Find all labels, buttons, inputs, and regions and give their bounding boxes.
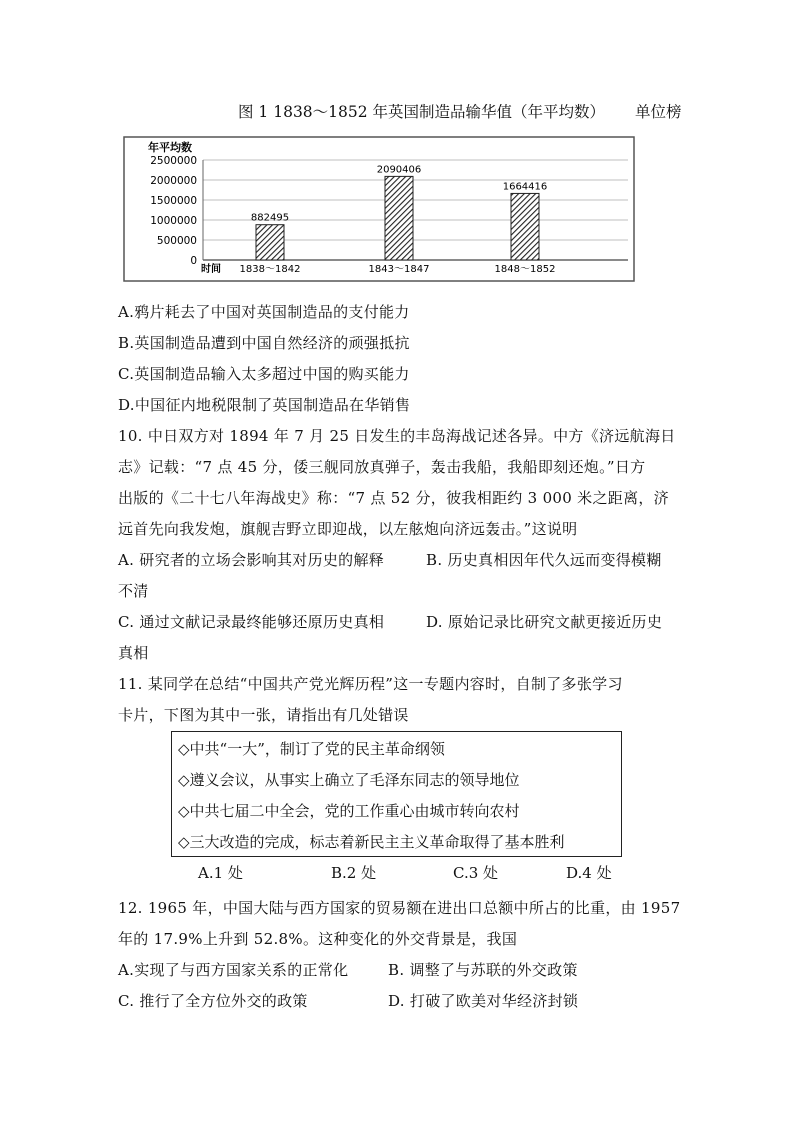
x-tick-label: 1838～1842 — [239, 264, 301, 275]
card-item-1: ◇中共“一大”，制订了党的民主革命纲领 — [178, 740, 445, 758]
bar — [511, 193, 539, 260]
q12-option-b: B. 调整了与苏联的外交政策 — [388, 961, 578, 979]
bar-value-label: 1664416 — [502, 181, 548, 193]
x-tick-label: 1843～1847 — [368, 264, 430, 275]
q9-option-c: C.英国制造品输入太多超过中国的购买能力 — [118, 365, 410, 383]
bar — [256, 225, 284, 260]
q11-stem-line-1: 11. 某同学在总结“中国共产党光辉历程”这一专题内容时，自制了多张学习 — [118, 675, 623, 693]
x-axis-label: 时间 — [201, 264, 221, 275]
figure-title: 图 1 1838～1852 年英国制造品输华值（年平均数） — [238, 103, 606, 121]
q12-option-a: A.实现了与西方国家关系的正常化 — [118, 961, 349, 979]
q9-option-a: A.鸦片耗去了中国对英国制造品的支付能力 — [118, 303, 410, 321]
export-bar-chart — [123, 136, 635, 282]
q12-stem-line-1: 12. 1965 年，中国大陆与西方国家的贸易额在进出口总额中所占的比重，由 1957 — [118, 899, 681, 917]
q10-stem-line-1: 10. 中日双方对 1894 年 7 月 25 日发生的丰岛海战记述各异。中方《济远航海日 — [118, 427, 676, 445]
y-tick-label: 0 — [190, 255, 197, 267]
q10-option-b-wrap: 不清 — [118, 582, 149, 600]
q9-option-b: B.英国制造品遭到中国自然经济的顽强抵抗 — [118, 334, 410, 352]
y-tick-label: 1000000 — [150, 215, 197, 227]
bar-value-label: 2090406 — [376, 164, 422, 176]
y-tick-label: 2000000 — [150, 175, 197, 187]
chart-frame — [124, 137, 634, 281]
q12-option-d: D. 打破了欧美对华经济封锁 — [388, 992, 579, 1010]
card-item-4: ◇三大改造的完成，标志着新民主主义革命取得了基本胜利 — [178, 833, 565, 851]
q12-stem-line-2: 年的 17.9%上升到 52.8%。这种变化的外交背景是，我国 — [118, 930, 518, 948]
q11-option-b: B.2 处 — [331, 864, 377, 882]
q9-option-d: D.中国征内地税限制了英国制造品在华销售 — [118, 396, 411, 414]
q12-option-c: C. 推行了全方位外交的政策 — [118, 992, 308, 1010]
study-card — [171, 731, 622, 857]
figure-unit: 单位榜 — [635, 103, 682, 121]
y-tick-label: 1500000 — [150, 195, 197, 207]
q10-stem-line-2: 志》记载：“7 点 45 分，倭三舰同放真弹子，轰击我船，我船即刻还炮。”日方 — [118, 458, 646, 476]
q11-option-d: D.4 处 — [566, 864, 612, 882]
bar — [385, 176, 413, 260]
card-item-3: ◇中共七届二中全会，党的工作重心由城市转向农村 — [178, 802, 520, 820]
card-item-2: ◇遵义会议，从事实上确立了毛泽东同志的领导地位 — [178, 771, 520, 789]
q10-option-b: B. 历史真相因年代久远而变得模糊 — [426, 551, 662, 569]
q10-stem-line-4: 远首先向我发炮，旗舰吉野立即迎战，以左舷炮向济远轰击。”这说明 — [118, 520, 578, 538]
y-tick-label: 500000 — [156, 235, 197, 247]
q10-option-d: D. 原始记录比研究文献更接近历史 — [426, 613, 663, 631]
q10-option-d-wrap: 真相 — [118, 644, 149, 662]
q10-option-a: A. 研究者的立场会影响其对历史的解释 — [118, 551, 385, 569]
q11-option-c: C.3 处 — [453, 864, 499, 882]
q11-stem-line-2: 卡片，下图为其中一张，请指出有几处错误 — [118, 706, 409, 724]
y-tick-label: 2500000 — [150, 155, 197, 167]
y-axis-label: 年平均数 — [148, 141, 192, 154]
x-tick-label: 1848～1852 — [494, 264, 556, 275]
q11-option-a: A.1 处 — [198, 864, 243, 882]
figure-caption — [238, 100, 682, 122]
q10-option-c: C. 通过文献记录最终能够还原历史真相 — [118, 613, 385, 631]
q10-stem-line-3: 出版的《二十七八年海战史》称：“7 点 52 分，彼我相距约 3 000 米之距离，济 — [118, 489, 669, 507]
bar-value-label: 882495 — [250, 212, 290, 224]
